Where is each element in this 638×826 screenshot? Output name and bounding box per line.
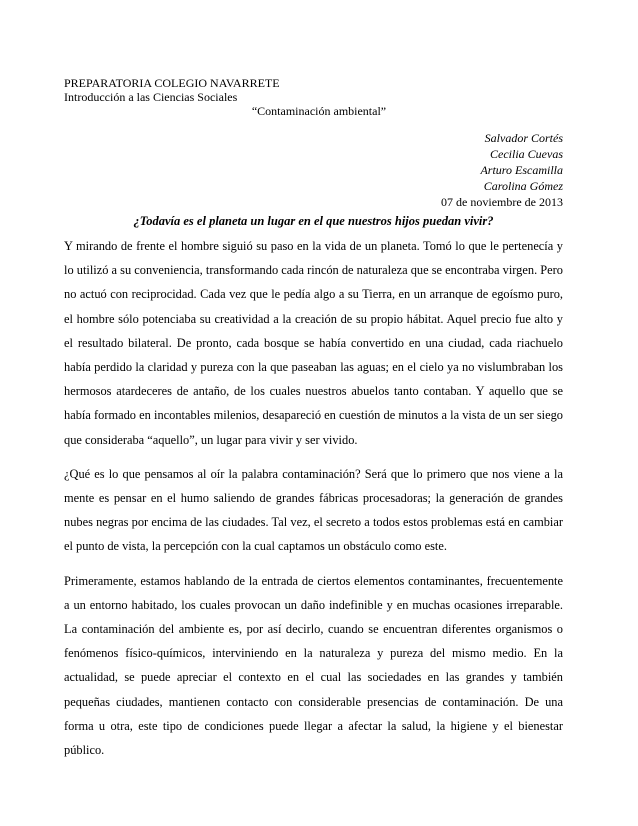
body-paragraph: ¿Qué es lo que pensamos al oír la palabra contaminación? Será que lo primero que nos viene a la mente es pensar en el humo saliendo de grandes fábricas procesadoras; la generación de grandes nubes negras por encima de las ciudades. Tal vez, el secreto a todos estos problemas está en cambiar el punto de vista, la percepción con la cual captamos un obstáculo como este. bbox=[64, 466, 563, 554]
author-name: Carolina Gómez bbox=[483, 179, 563, 193]
document-date: 07 de noviembre de 2013 bbox=[441, 195, 563, 209]
document-title: “Contaminación ambiental” bbox=[251, 104, 387, 118]
author-name: Arturo Escamilla bbox=[480, 163, 563, 177]
author-name: Cecilia Cuevas bbox=[490, 147, 563, 161]
body-paragraph: Y mirando de frente el hombre siguió su paso en la vida de un planeta. Tomó lo que le pertenecía y lo utilizó a su conveniencia, transformando cada rincón de naturaleza que se encontraba virgen. Pero no actuó con reciprocidad. Cada vez que le pedía algo a su Tierra, en un arranque de egoísmo puro, el hombre sólo potenciaba su creatividad a la creación de su propio hábitat. Aquel precio fue alto y el resultado bilateral. De pronto, cada bosque se había convertido en una ciudad, cada riachuelo había perdido la claridad y pureza con la que paseaban las aguas; en el cielo ya no vislumbraban los hermosos atardeceres de antaño, de los cuales nuestros abuelos tanto contaban. Y aquello que se había formado en incontables milenios, desapareció en cuestión de minutos a la vista de un ser siego que consideraba “aquello”, un lugar para vivir y ser vivido. bbox=[64, 239, 563, 447]
essay-body bbox=[64, 234, 563, 772]
author-block bbox=[441, 130, 563, 210]
school-name: PREPARATORIA COLEGIO NAVARRETE bbox=[64, 76, 280, 90]
essay-question-heading: ¿Todavía es el planeta un lugar en el que nuestros hijos puedan vivir? bbox=[133, 214, 494, 228]
body-paragraph: Primeramente, estamos hablando de la entrada de ciertos elementos contaminantes, frecuentemente a un entorno habitado, los cuales provocan un daño indefinible y en muchas ocasiones irreparable. La contaminación del ambiente es, por así decirlo, cuando se encuentran diferentes organismos o fenómenos físico-químicos, interviniendo en la naturaleza y pureza del mismo medio. En la actualidad, se puede apreciar el contexto en el cual las sociedades en las grandes y también pequeñas ciudades, mantienen contacto con considerable presencias de contaminación. De una forma u otra, este tipo de condiciones puede llegar a afectar la salud, la higiene y el bienestar público. bbox=[64, 573, 563, 758]
course-name: Introducción a las Ciencias Sociales bbox=[64, 90, 238, 104]
author-name: Salvador Cortés bbox=[484, 131, 563, 145]
